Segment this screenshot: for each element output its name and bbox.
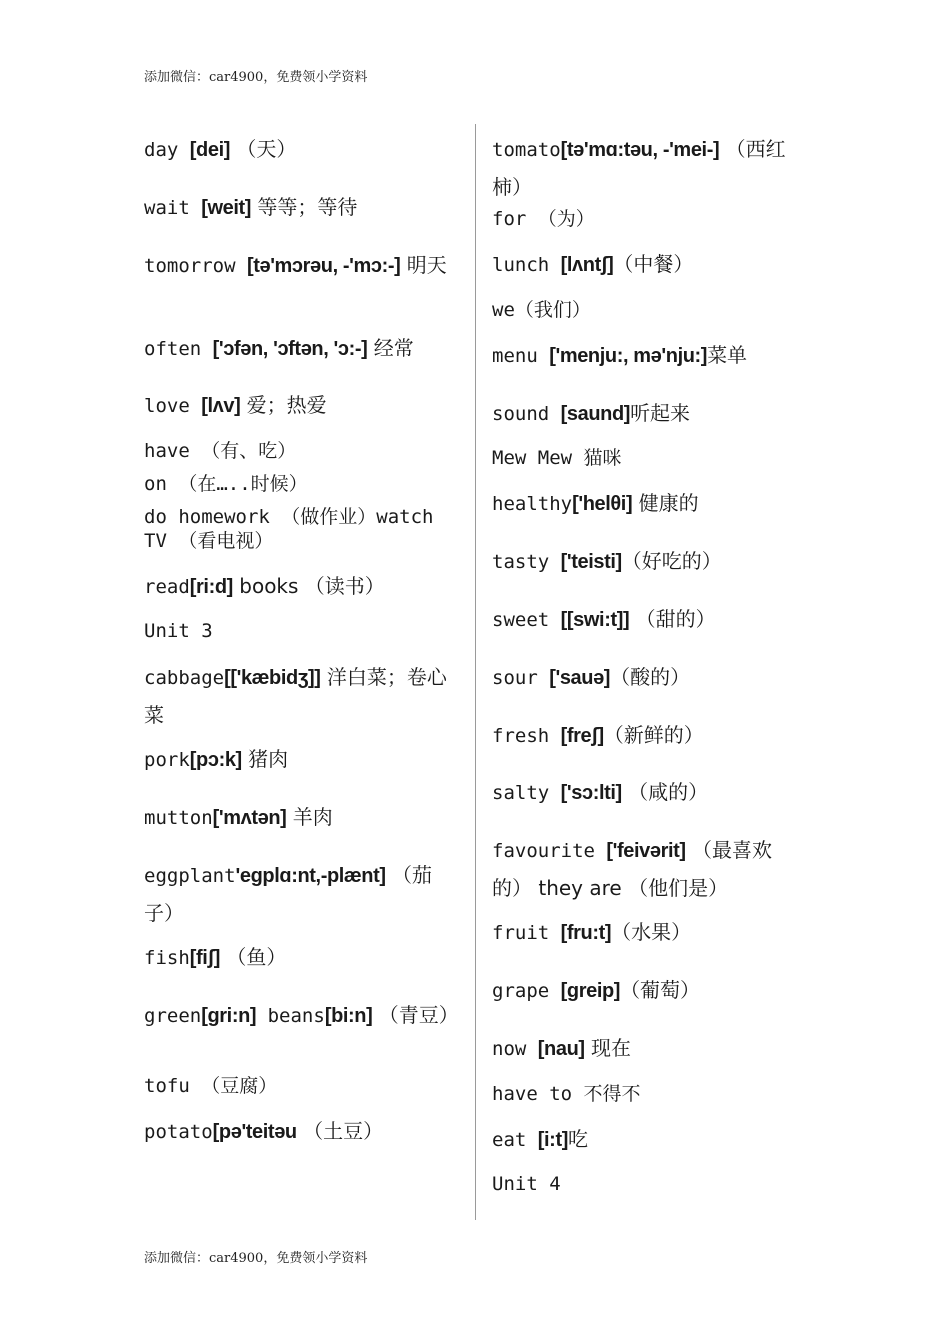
unit-heading: Unit 3	[144, 620, 213, 642]
phonetic: [[swi:t]]	[560, 609, 630, 631]
phonetic: [bi:n]	[324, 1005, 373, 1027]
vocab-entry: we（我们）	[492, 299, 591, 321]
page-header: 添加微信：car4900，免费领小学资料	[144, 70, 368, 85]
column-divider	[475, 124, 476, 1220]
vocab-entry: tomorrow [tə'mɔrəu, -'mɔ:-] 明天	[144, 253, 447, 277]
phonetic: ['menju:, mə'nju:]	[549, 345, 708, 367]
vocab-entry: mutton['mʌtən] 羊肉	[144, 805, 333, 829]
phonetic: ['sɔ:lti]	[560, 782, 622, 804]
phonetic: [ɡri:n]	[201, 1005, 257, 1027]
phonetic: [pə'teitəu	[212, 1121, 297, 1143]
phonetic: [['kæbidʒ]]	[224, 667, 321, 689]
phonetic: [dei]	[189, 139, 230, 161]
vocab-entry: day [dei] （天）	[144, 137, 297, 161]
phonetic: ['teisti]	[560, 551, 622, 573]
vocab-entry: have （有、吃）	[144, 440, 297, 462]
vocab-entry: tomato[tə'mɑ:təu, -'mei-] （西红柿）	[492, 137, 786, 199]
vocab-entry: fish[fiʃ] （鱼）	[144, 945, 287, 969]
phonetic: [ri:d]	[189, 576, 233, 598]
phonetic: [fiʃ]	[189, 947, 220, 969]
phonetic: [saund]	[560, 403, 631, 425]
vocab-entry: lunch [lʌntʃ]（中餐）	[492, 252, 694, 276]
phonetic: [fru:t]	[560, 922, 612, 944]
vocab-entry: potato[pə'teitəu （土豆）	[144, 1119, 384, 1143]
vocab-entry: tofu （豆腐）	[144, 1075, 278, 1097]
vocab-entry: green[ɡri:n] beans[bi:n] （青豆）	[144, 1003, 459, 1027]
vocab-entry: cabbage[['kæbidʒ]] 洋白菜；卷心菜	[144, 665, 447, 727]
vocab-entry: now [nau] 现在	[492, 1036, 632, 1060]
phonetic: [ɡreip]	[560, 980, 621, 1002]
phonetic: ['ɔfən, 'ɔftən, 'ɔ:-]	[212, 338, 368, 360]
phonetic: ['helθi]	[572, 493, 633, 515]
vocab-entry: sour ['sauə]（酸的）	[492, 665, 691, 689]
vocab-entry: sound [saund]听起来	[492, 401, 691, 425]
vocab-entry: for （为）	[492, 208, 595, 230]
vocab-entry: do homework （做作业）watch TV （看电视）	[144, 506, 434, 552]
phonetic: [lʌntʃ]	[560, 254, 614, 276]
vocab-entry: menu ['menju:, mə'nju:]菜单	[492, 343, 748, 367]
phonetic: [pɔ:k]	[189, 749, 242, 771]
vocab-entry: have to 不得不	[492, 1083, 641, 1105]
vocab-entry: fresh [freʃ]（新鲜的）	[492, 723, 704, 747]
phonetic: [tə'mɑ:təu, -'mei-]	[560, 139, 720, 161]
vocab-entry: tasty ['teisti]（好吃的）	[492, 549, 722, 573]
vocab-entry: wait [weit] 等等；等待	[144, 195, 358, 219]
phonetic: [nau]	[537, 1038, 585, 1060]
vocab-entry: Mew Mew 猫咪	[492, 447, 622, 469]
phonetic: [i:t]	[537, 1129, 568, 1151]
page-footer: 添加微信：car4900，免费领小学资料	[144, 1251, 368, 1266]
vocab-entry: read[ri:d] books （读书）	[144, 574, 385, 598]
vocab-entry: often ['ɔfən, 'ɔftən, 'ɔ:-] 经常	[144, 336, 414, 360]
phonetic: [tə'mɔrəu, -'mɔ:-]	[246, 255, 401, 277]
vocab-entry: eggplant'eɡplɑ:nt,-plænt] （茄子）	[144, 863, 433, 925]
phonetic: [weit]	[201, 197, 252, 219]
vocab-entry: on （在…..时候）	[144, 473, 308, 495]
vocab-entry: love [lʌv] 爱；热爱	[144, 393, 327, 417]
unit-heading: Unit 4	[492, 1173, 561, 1195]
vocab-entry: salty ['sɔ:lti] （咸的）	[492, 780, 709, 804]
phonetic: [lʌv]	[201, 395, 241, 417]
vocab-entry: eat [i:t]吃	[492, 1127, 588, 1151]
vocab-entry: sweet [[swi:t]] （甜的）	[492, 607, 716, 631]
vocab-entry: pork[pɔ:k] 猪肉	[144, 747, 289, 771]
phonetic: ['sauə]	[549, 667, 611, 689]
phonetic: 'eɡplɑ:nt,-plænt]	[235, 865, 386, 887]
phonetic: [freʃ]	[560, 725, 604, 747]
vocab-entry: fruit [fru:t]（水果）	[492, 920, 692, 944]
phonetic: ['mʌtən]	[212, 807, 287, 829]
phonetic: ['feivərit]	[606, 840, 686, 862]
vocab-entry: grape [ɡreip]（葡萄）	[492, 978, 701, 1002]
vocab-entry: favourite ['feivərit] （最喜欢的） they are （他们是）	[492, 838, 773, 900]
vocab-entry: healthy['helθi] 健康的	[492, 491, 699, 515]
